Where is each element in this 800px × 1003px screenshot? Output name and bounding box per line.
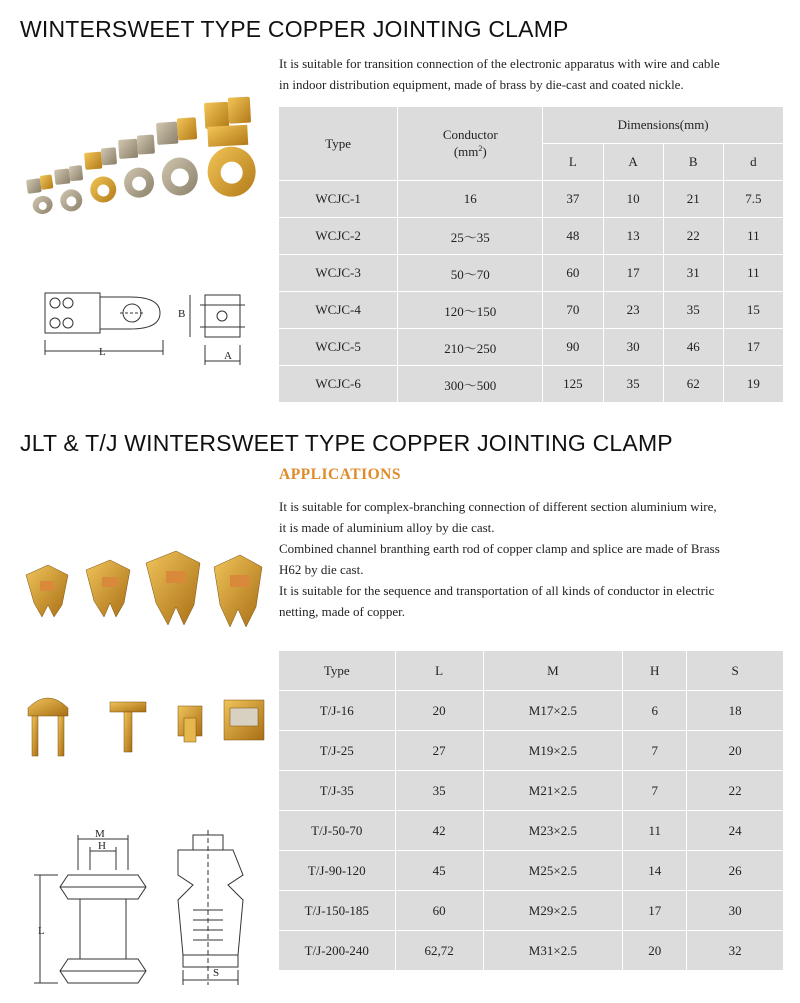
table-header: Type — [279, 651, 396, 691]
table-cell: 17 — [723, 329, 783, 366]
table-cell: 42 — [395, 811, 483, 851]
table-cell: 25～35 — [398, 218, 543, 255]
table-cell: 7 — [623, 731, 687, 771]
table-cell: T/J-25 — [279, 731, 396, 771]
table-cell: 11 — [723, 255, 783, 292]
table-cell: 7 — [623, 771, 687, 811]
table-subheader: L — [543, 144, 603, 181]
table-cell: 22 — [687, 771, 784, 811]
table-row — [279, 731, 784, 771]
tj-spec-table — [278, 650, 784, 971]
table-cell: 210～250 — [398, 329, 543, 366]
section1-description — [279, 53, 720, 95]
table-cell: 46 — [663, 329, 723, 366]
table-row — [279, 292, 784, 329]
section2-desc-line: It is suitable for the sequence and transportation of all kinds of conductor in electric — [279, 583, 715, 598]
wcjc-drawing-label-a: A — [224, 350, 232, 362]
table-cell: 37 — [543, 181, 603, 218]
table-cell: T/J-150-185 — [279, 891, 396, 931]
table-cell: 60 — [543, 255, 603, 292]
table-cell: 32 — [687, 931, 784, 971]
tj-drawing-label-s: S — [213, 967, 220, 979]
table-cell: 16 — [398, 181, 543, 218]
table-subheader: B — [663, 144, 723, 181]
tj-drawing-label-l: L — [38, 925, 45, 937]
table-cell: WCJC-2 — [279, 218, 398, 255]
table-cell: 35 — [603, 366, 663, 403]
table-cell: 70 — [543, 292, 603, 329]
table-row — [279, 891, 784, 931]
table-header-dimensions: Dimensions(mm) — [543, 107, 784, 144]
table-cell: M25×2.5 — [483, 851, 623, 891]
table-row — [279, 366, 784, 403]
table-cell: T/J-16 — [279, 691, 396, 731]
tj-drawing-label-h: H — [98, 840, 106, 852]
section2-description — [279, 496, 720, 622]
table-row — [279, 255, 784, 292]
table-cell: 62 — [663, 366, 723, 403]
table-cell: 26 — [687, 851, 784, 891]
table-cell: 10 — [603, 181, 663, 218]
table-cell: 14 — [623, 851, 687, 891]
table-cell: 24 — [687, 811, 784, 851]
section2-desc-line: Combined channel branthing earth rod of copper clamp and splice are made of Brass — [279, 541, 720, 556]
conductor-unit — [398, 142, 542, 159]
table-cell: WCJC-6 — [279, 366, 398, 403]
table-row — [279, 771, 784, 811]
section2-desc-line: it is made of aluminium alloy by die cast. — [279, 520, 495, 535]
table-subheader: d — [723, 144, 783, 181]
table-cell: T/J-50-70 — [279, 811, 396, 851]
table-cell: 23 — [603, 292, 663, 329]
wcjc-drawing-label-b: B — [178, 308, 186, 320]
table-cell: 13 — [603, 218, 663, 255]
table-cell: WCJC-5 — [279, 329, 398, 366]
table-cell: 17 — [603, 255, 663, 292]
table-cell: 11 — [723, 218, 783, 255]
split-bolt-technical-drawing-icon — [28, 825, 268, 990]
table-cell: 20 — [687, 731, 784, 771]
table-subheader: A — [603, 144, 663, 181]
table-cell: 90 — [543, 329, 603, 366]
table-row — [279, 811, 784, 851]
table-cell: 18 — [687, 691, 784, 731]
table-cell: 17 — [623, 891, 687, 931]
wcjc-spec-table — [278, 106, 784, 403]
conductor-label: Conductor — [442, 127, 498, 142]
table-cell: 15 — [723, 292, 783, 329]
table-row — [279, 931, 784, 971]
section1-desc-line: It is suitable for transition connection of the electronic apparatus with wire and cable — [279, 56, 720, 71]
table-header: H — [623, 651, 687, 691]
table-header-conductor — [398, 107, 543, 181]
table-cell: 120～150 — [398, 292, 543, 329]
table-cell: 20 — [395, 691, 483, 731]
table-cell: WCJC-4 — [279, 292, 398, 329]
table-cell: 20 — [623, 931, 687, 971]
table-cell: M17×2.5 — [483, 691, 623, 731]
table-cell: M31×2.5 — [483, 931, 623, 971]
table-cell: 35 — [395, 771, 483, 811]
table-cell: 11 — [623, 811, 687, 851]
table-cell: M21×2.5 — [483, 771, 623, 811]
table-header-type: Type — [279, 107, 398, 181]
tj-drawing-label-m: M — [95, 828, 105, 840]
table-cell: WCJC-3 — [279, 255, 398, 292]
section2-title: JLT & T/J WINTERSWEET TYPE COPPER JOINTING CLAMP — [20, 430, 673, 456]
table-cell: 30 — [603, 329, 663, 366]
table-cell: 300～500 — [398, 366, 543, 403]
conductor-unit-text: (mm — [453, 144, 479, 159]
table-cell: WCJC-1 — [279, 181, 398, 218]
table-header: S — [687, 651, 784, 691]
table-cell: 125 — [543, 366, 603, 403]
table-row — [279, 218, 784, 255]
table-cell: 19 — [723, 366, 783, 403]
table-cell: 35 — [663, 292, 723, 329]
table-header: L — [395, 651, 483, 691]
section2-desc-line: H62 by die cast. — [279, 562, 364, 577]
table-cell: M29×2.5 — [483, 891, 623, 931]
table-cell: 60 — [395, 891, 483, 931]
table-cell: 22 — [663, 218, 723, 255]
table-cell: 7.5 — [723, 181, 783, 218]
table-cell: T/J-35 — [279, 771, 396, 811]
table-row — [279, 851, 784, 891]
table-row — [279, 329, 784, 366]
table-cell: 45 — [395, 851, 483, 891]
earth-rod-clamps-photo-icon — [18, 688, 270, 763]
table-cell: 62,72 — [395, 931, 483, 971]
table-cell: 27 — [395, 731, 483, 771]
conductor-unit-close: ) — [482, 144, 487, 159]
split-bolt-clamps-photo-icon — [18, 545, 270, 635]
table-header: M — [483, 651, 623, 691]
section1-desc-line: in indoor distribution equipment, made of brass by die-cast and coated nickle. — [279, 77, 684, 92]
conductor-unit-sup: 2 — [478, 144, 483, 153]
table-cell: M19×2.5 — [483, 731, 623, 771]
section2-desc-line: It is suitable for complex-branching connection of different section aluminium wire, — [279, 499, 717, 514]
table-cell: 30 — [687, 891, 784, 931]
table-cell: 50～70 — [398, 255, 543, 292]
table-cell: 21 — [663, 181, 723, 218]
table-cell: 31 — [663, 255, 723, 292]
table-cell: 48 — [543, 218, 603, 255]
section2-desc-line: netting, made of copper. — [279, 604, 405, 619]
wcjc-clamps-photo-icon — [18, 95, 280, 230]
section1-title: WINTERSWEET TYPE COPPER JOINTING CLAMP — [20, 16, 569, 42]
applications-heading: APPLICATIONS — [279, 466, 401, 483]
wcjc-drawing-label-l: L — [99, 346, 106, 358]
table-row — [279, 181, 784, 218]
table-cell: 6 — [623, 691, 687, 731]
table-cell: T/J-200-240 — [279, 931, 396, 971]
table-row — [279, 691, 784, 731]
table-cell: M23×2.5 — [483, 811, 623, 851]
table-cell: T/J-90-120 — [279, 851, 396, 891]
